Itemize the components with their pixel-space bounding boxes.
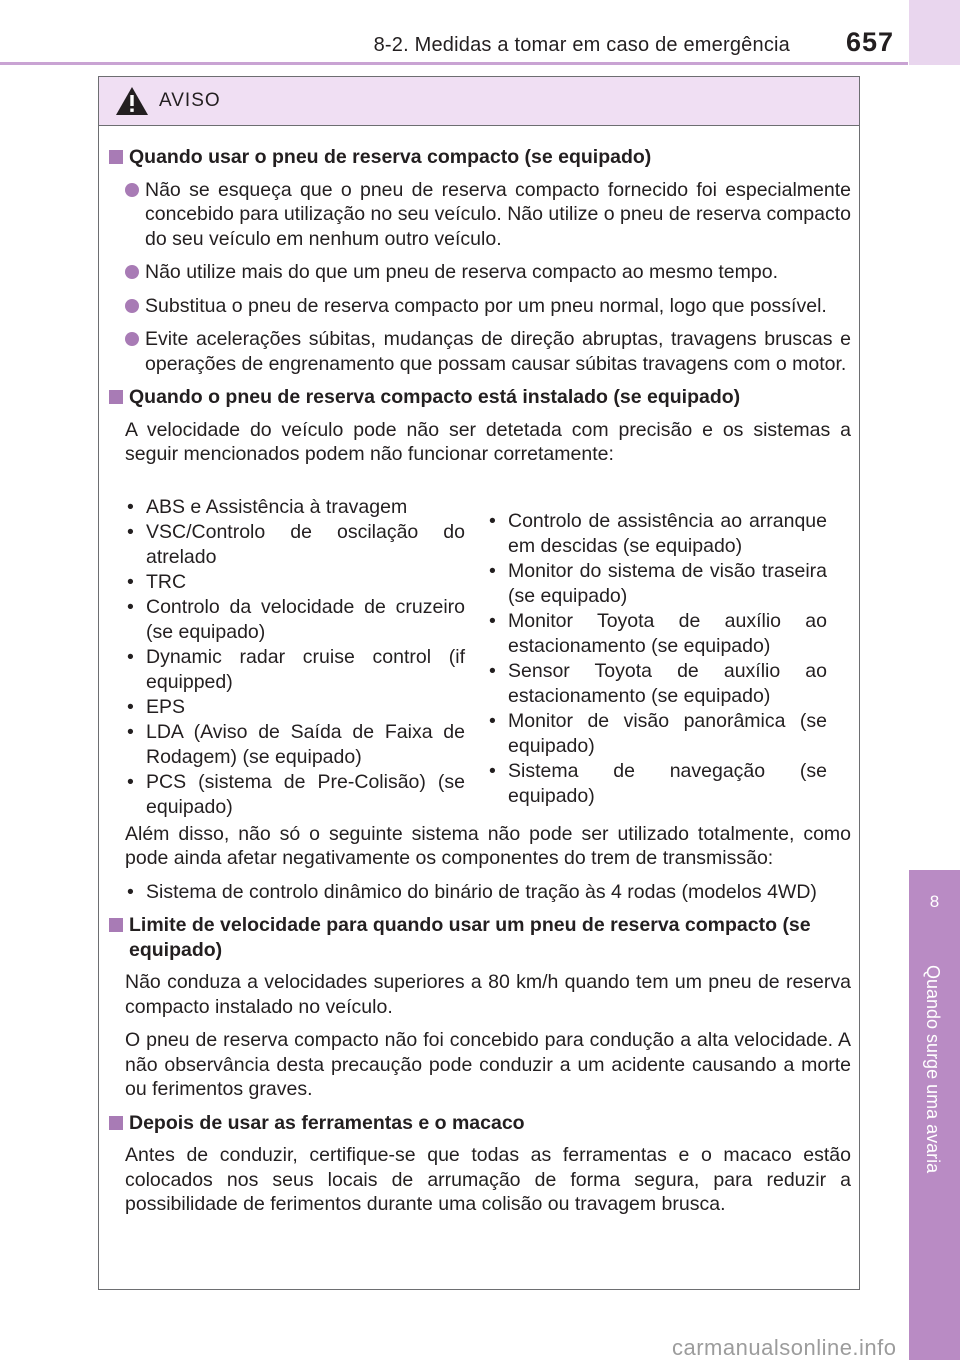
list-item: • TRC: [125, 570, 465, 595]
paragraph: Além disso, não só o seguinte sistema não pode ser utilizado totalmente, como pode ainda afetar negativamente os componentes do trem de transmissão:: [125, 822, 851, 869]
list-item: Evite acelerações súbitas, mudanças de direção abruptas, travagens bruscas e operações de engrenamento que possam causar súbitas travagens com o motor.: [99, 327, 859, 376]
paragraph: O pneu de reserva compacto não foi concebido para condução a alta velocidade. A não observância desta precaução pode conduzir a um acidente causando a morte ou ferimentos graves.: [125, 1029, 851, 1100]
side-tab-top: [909, 0, 960, 65]
list-item: • Monitor Toyota de auxílio ao estacionamento (se equipado): [487, 609, 827, 659]
chapter-title: Quando surge uma avaria: [923, 965, 943, 1174]
systems-list-right: [487, 509, 827, 820]
list-item: • Controlo da velocidade de cruzeiro (se equipado): [125, 595, 465, 645]
section-heading: Quando usar o pneu de reserva compacto (se equipado): [99, 145, 859, 170]
list-item: • Dynamic radar cruise control (if equipped): [125, 645, 465, 695]
list-item: • Sistema de navegação (se equipado): [487, 759, 827, 809]
list-item: • Sistema de controlo dinâmico do binário de tração às 4 rodas (modelos 4WD): [125, 880, 851, 905]
warning-header: [99, 77, 859, 126]
list-item: • Controlo de assistência ao arranque em descidas (se equipado): [487, 509, 827, 559]
list-item: Não se esqueça que o pneu de reserva compacto fornecido foi especialmente concebido para utilização no seu veículo. Não utilize o pneu de reserva compacto do seu veículo em nenhum outro veículo.: [99, 178, 859, 252]
header-rule: [0, 62, 908, 65]
list-item: • EPS: [125, 695, 465, 720]
list-item: • Monitor do sistema de visão traseira (se equipado): [487, 559, 827, 609]
warning-triangle-icon: [115, 86, 149, 116]
watermark: carmanualsonline.info: [672, 1335, 897, 1360]
systems-list-left: [125, 495, 465, 820]
list-item: • LDA (Aviso de Saída de Faixa de Rodagem) (se equipado): [125, 720, 465, 770]
chapter-number: 8: [929, 892, 940, 911]
chapter-tab: [909, 870, 960, 1360]
warning-content: [99, 145, 859, 1226]
running-header: 8-2. Medidas a tomar em caso de emergência: [373, 34, 790, 56]
list-item: • PCS (sistema de Pre-Colisão) (se equipado): [125, 770, 465, 820]
section-heading: Quando o pneu de reserva compacto está instalado (se equipado): [99, 385, 859, 410]
list-item: Não utilize mais do que um pneu de reserva compacto ao mesmo tempo.: [99, 260, 859, 285]
systems-columns: [99, 495, 859, 820]
list-item: • Sensor Toyota de auxílio ao estacionamento (se equipado): [487, 659, 827, 709]
section-heading: Depois de usar as ferramentas e o macaco: [99, 1111, 859, 1136]
list-item: • Monitor de visão panorâmica (se equipado): [487, 709, 827, 759]
paragraph: A velocidade do veículo pode não ser detetada com precisão e os sistemas a seguir mencionados podem não funcionar corretamente:: [125, 418, 851, 465]
page-number: 657: [845, 27, 894, 57]
list-item: • ABS e Assistência à travagem: [125, 495, 465, 520]
warning-title: AVISO: [159, 90, 221, 111]
paragraph: Antes de conduzir, certifique-se que todas as ferramentas e o macaco estão colocados nos seus locais de arrumação de forma segura, para reduzir a possibilidade de ferimentos durante uma colisão ou travagem brusca.: [125, 1144, 851, 1215]
list-item: • VSC/Controlo de oscilação do atrelado: [125, 520, 465, 570]
warning-box: [98, 76, 860, 1290]
section-heading: Limite de velocidade para quando usar um pneu de reserva compacto (se equipado): [99, 913, 859, 962]
paragraph: Não conduza a velocidades superiores a 80 km/h quando tem um pneu de reserva compacto instalado no veículo.: [125, 971, 851, 1018]
list-item: Substitua o pneu de reserva compacto por um pneu normal, logo que possível.: [99, 294, 859, 319]
